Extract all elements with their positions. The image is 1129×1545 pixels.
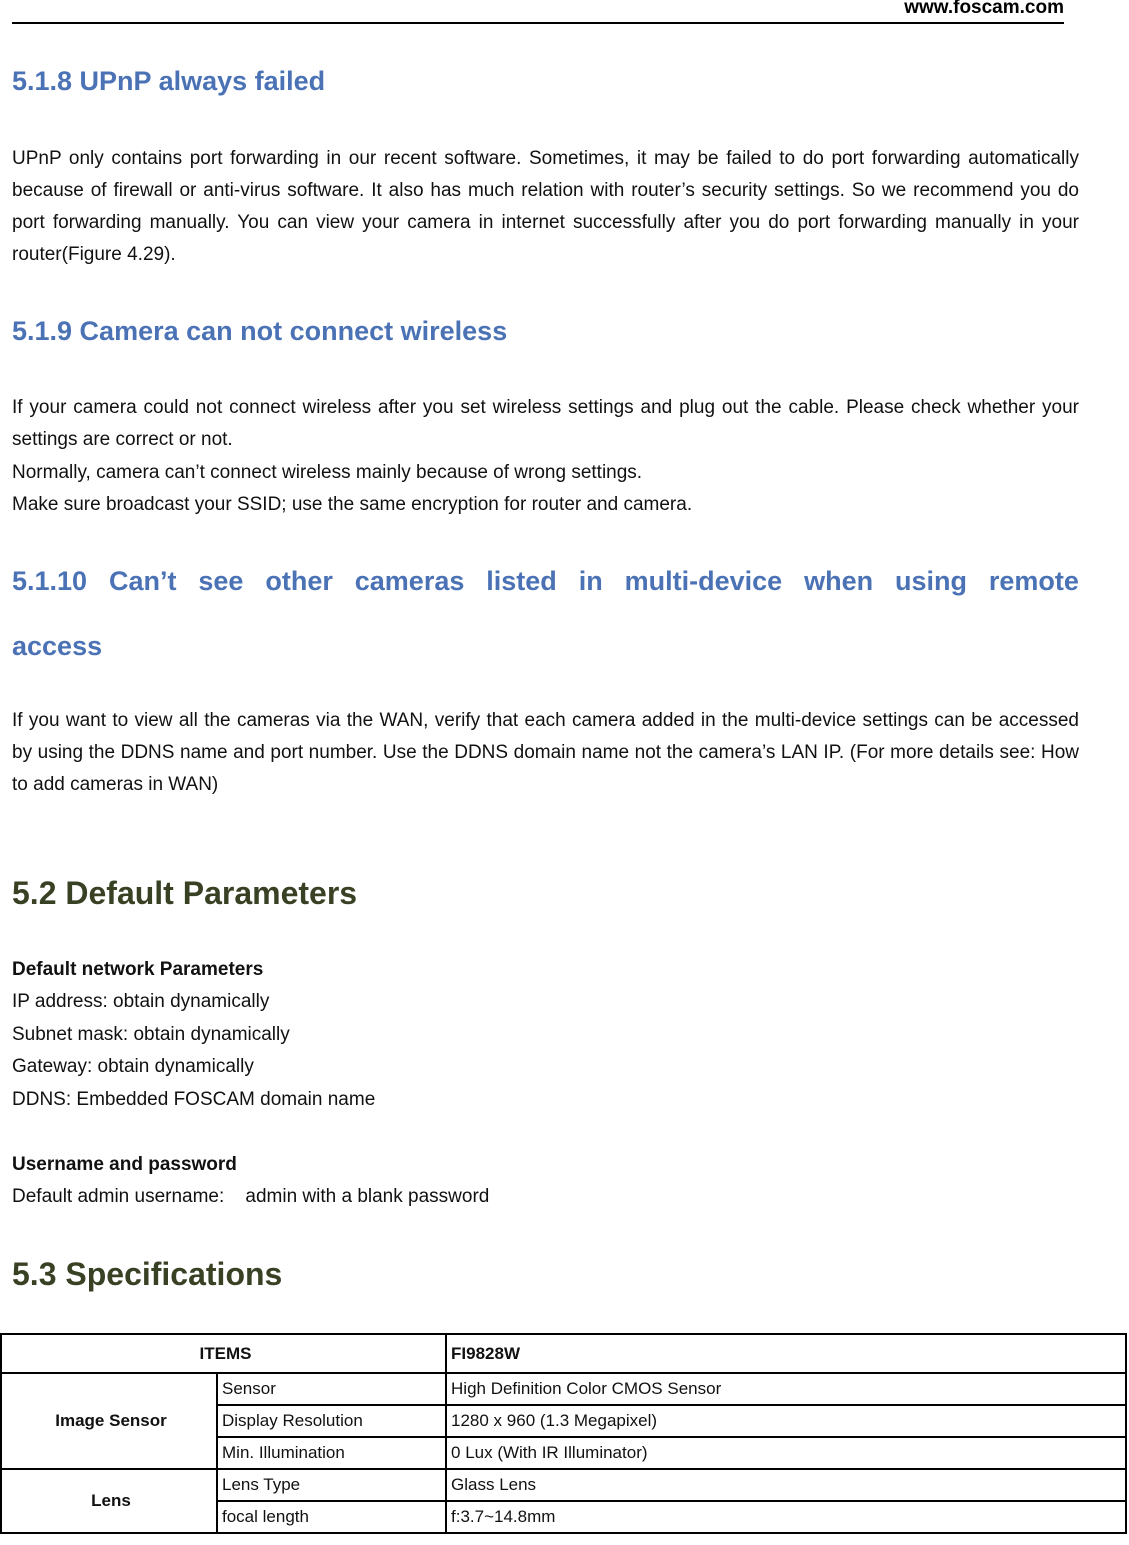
section-title-multidevice-end: access [12,631,103,661]
network-heading: Default network Parameters [12,959,264,980]
table-header-row [1,1334,1126,1373]
wireless-line-2: Normally, camera can’t connect wireless mainly because of wrong settings. [12,462,643,483]
value-cell: f:3.7~14.8mm [446,1501,1126,1533]
header-rule [12,22,1064,24]
spec-table [0,1333,1127,1534]
account-heading: Username and password [12,1154,237,1175]
network-line: DDNS: Embedded FOSCAM domain name [12,1089,376,1110]
value-cell: 0 Lux (With IR Illuminator) [446,1437,1126,1469]
title-word: using [895,566,967,596]
title-word: Can’t [108,566,177,596]
section-title-defaults: 5.2 Default Parameters [12,875,358,911]
item-cell: Min. Illumination [217,1437,446,1469]
title-word: when [804,566,874,596]
group-name: Lens [1,1469,217,1533]
network-line: IP address: obtain dynamically [12,991,270,1012]
col-items-header: ITEMS [1,1334,446,1373]
group-name: Image Sensor [1,1373,217,1469]
section-title-wireless: 5.1.9 Camera can not connect wireless [12,316,508,346]
item-cell: Display Resolution [217,1405,446,1437]
section-body-multidevice: If you want to view all the cameras via the WAN, verify that each camera added in the multi-device settings can be accessed by using the DDNS name and port number. Use the DDNS domain name not the camera’s LAN IP. (For more details see: How to add cameras in WAN) [12,710,1079,795]
section-title-specs: 5.3 Specifications [12,1256,283,1292]
title-word: other [265,566,333,596]
network-line: Gateway: obtain dynamically [12,1056,254,1077]
item-cell: Lens Type [217,1469,446,1501]
section-body-wireless: If your camera could not connect wireless after you set wireless settings and plug out the cable. Please check whether your settings are correct or not. [12,397,1079,450]
network-line: Subnet mask: obtain dynamically [12,1024,290,1045]
section-title-multidevice [12,566,1079,597]
col-model-header: FI9828W [446,1334,1126,1373]
section-body-upnp: UPnP only contains port forwarding in our recent software. Sometimes, it may be failed to do port forwarding automatically because of firewall or anti-virus software. It also has much relation with router’s security settings. So we recommend you do port forwarding manually. You can view your camera in internet successfully after you do port forwarding manually in your router(Figure 4.29). [12,148,1079,265]
title-word: listed [486,566,557,596]
table-row [1,1373,1126,1405]
title-word: remote [988,566,1079,596]
title-word: multi-device [624,566,783,596]
value-cell: Glass Lens [446,1469,1126,1501]
item-cell: Sensor [217,1373,446,1405]
account-line: Default admin username: admin with a blank password [12,1186,490,1207]
header-url: www.foscam.com [904,0,1064,18]
table-row [1,1469,1126,1501]
wireless-line-3: Make sure broadcast your SSID; use the same encryption for router and camera. [12,494,693,515]
title-word: see [198,566,244,596]
item-cell: focal length [217,1501,446,1533]
title-word: 5.1.10 [12,566,88,596]
value-cell: 1280 x 960 (1.3 Megapixel) [446,1405,1126,1437]
value-cell: High Definition Color CMOS Sensor [446,1373,1126,1405]
title-word: in [578,566,603,596]
title-word: cameras [354,566,465,596]
section-title-upnp: 5.1.8 UPnP always failed [12,66,326,96]
